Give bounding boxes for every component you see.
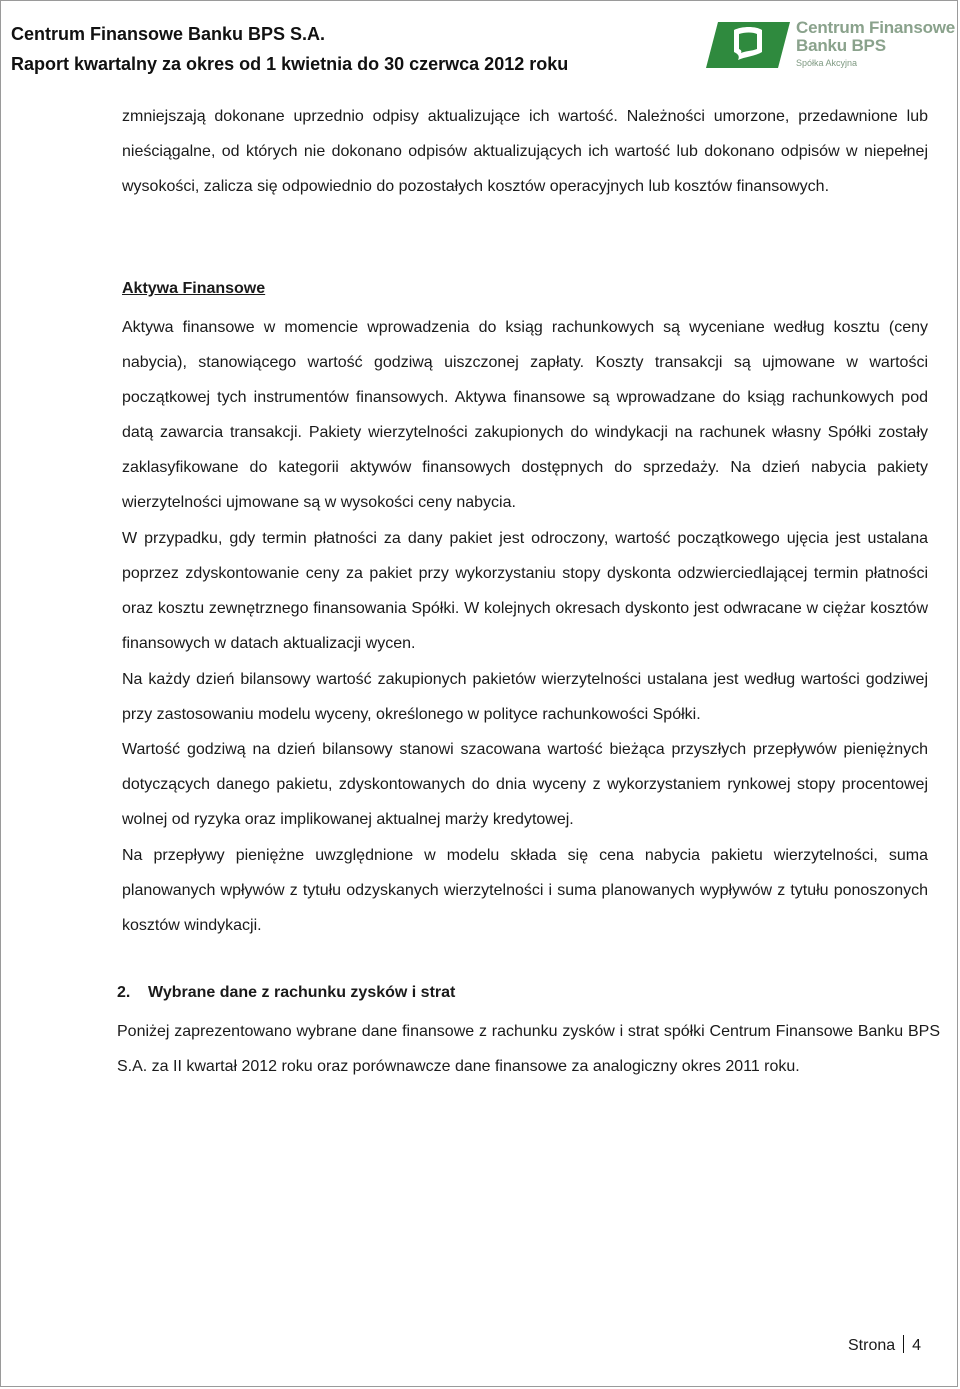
page-number-footer [848,1335,921,1355]
header-report-period: Raport kwartalny za okres od 1 kwietnia do 30 czerwca 2012 roku [11,54,569,74]
paragraph-balance-sheet-valuation: Na każdy dzień bilansowy wartość zakupionych pakietów wierzytelności ustalana jest według wartości godziwej przy zastosowaniu modelu wyceny, określonego w polityce rachunkowości Spółki. [122,671,928,723]
logo-line-2: Banku BPS [796,36,886,55]
paragraph-fair-value: Wartość godziwą na dzień bilansowy stanowi szacowana wartość bieżąca przyszłych przepływów pieniężnych dotyczących danego pakietu, zdyskontowanych do dnia wyceny z wykorzystaniem rynkowej stopy procentowej wolnej od ryzyka oraz implikowanej aktualnej marży kredytowej. [122,741,928,828]
page-label: Strona [848,1337,896,1354]
financial-assets-heading: Aktywa Finansowe [122,280,266,297]
paragraph-initial-recognition: Aktywa finansowe w momencie wprowadzenia do ksiąg rachunkowych są wyceniane według kosztu (ceny nabycia), stanowiącego wartość godziwą uiszczonej zapłaty. Koszty transakcji są ujmowane w wartości początkowej tych instrumentów finansowych. Aktywa finansowe są wprowadzane do ksiąg rachunkowych pod datą zawarcia transakcji. Pakiety wierzytelności zakupionych do windykacji na rachunek własny Spółki zostały zaklasyfikowane do kategorii aktywów finansowych dostępnych do sprzedaży. Na dzień nabycia pakiety wierzytelności ujmowane są w wysokości ceny nabycia. [122,319,928,511]
section-2-paragraph: Poniżej zaprezentowano wybrane dane finansowe z rachunku zysków i strat spółki Centrum Finansowe Banku BPS S.A. za II kwartał 2012 roku oraz porównawcze dane finansowe za analogiczny okres 2011 roku. [117,1023,940,1075]
header-company-name: Centrum Finansowe Banku BPS S.A. [11,24,326,44]
page-separator [903,1335,904,1353]
section-2-heading [117,984,455,1002]
logo-emblem-icon [704,16,792,74]
company-logo [704,16,956,76]
section-2-title: Wybrane dane z rachunku zysków i strat [148,984,456,1001]
logo-line-3: Spółka Akcyjna [796,58,858,68]
paragraph-cash-flows: Na przepływy pieniężne uwzględnione w modelu składa się cena nabycia pakietu wierzytelności, suma planowanych wpływów z tytułu odzyskanych wierzytelności i suma planowanych wypływów z tytułu ponoszonych kosztów windykacji. [122,847,928,934]
intro-paragraph: zmniejszają dokonane uprzednio odpisy aktualizujące ich wartość. Należności umorzone, przedawnione lub nieściągalne, od których nie dokonano odpisów aktualizujących ich wartość lub dokonano odpisów w niepełnej wysokości, zalicza się odpowiednio do pozostałych kosztów operacyjnych lub kosztów finansowych. [122,108,928,195]
logo-line-1: Centrum Finansowe [796,18,956,37]
section-2-number: 2. [117,984,131,1001]
paragraph-deferred-payment: W przypadku, gdy termin płatności za dany pakiet jest odroczony, wartość początkowego ujęcia jest ustalana poprzez zdyskontowanie ceny za pakiet przy wykorzystaniu stopy dyskonta odzwierciedlającej termin płatności oraz kosztu zewnętrznego finansowania Spółki. W kolejnych okresach dyskonto jest odwracane w ciężar kosztów finansowych w datach aktualizacji wycen. [122,530,928,652]
page-number: 4 [912,1337,922,1354]
